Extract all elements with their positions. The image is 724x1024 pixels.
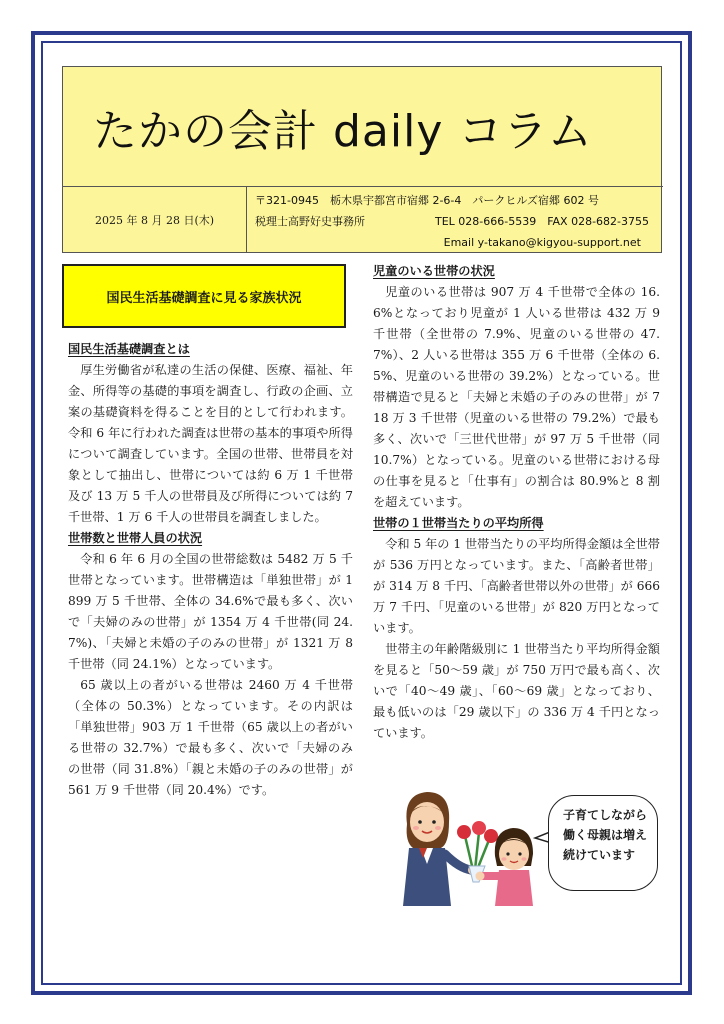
tel-fax: TEL 028-666-5539 FAX 028-682-3755	[435, 215, 650, 228]
section-paragraph: 令和 6 年 6 月の全国の世帯総数は 5482 万 5 千世帯となっています。世帯構造は「単独世帯」が 1899 万 5 千世帯、全体の 34.6%で最も多く、次いで「夫婦のみの世帯」が 1354 万 4 千世帯(同 24.7%)、「夫婦と未婚の子のみの世帯」が 1321 万 8 千世帯（同 24.1%）となっています。	[68, 552, 353, 671]
address: 〒321-0945 栃木県宇都宮市宿郷 2-6-4 パークヒルズ宿郷 602 号	[255, 194, 600, 207]
section-heading: 世帯の１世帯当たりの平均所得	[373, 516, 544, 530]
contact-info	[255, 190, 655, 253]
section-paragraph: 65 歳以上の者がいる世帯は 2460 万 4 千世帯（全体の 50.3%）となっています。その内訳は「単独世帯」903 万 1 千世帯（65 歳以上の者がいる世帯の 32.7%）で最も多く、次いで「夫婦のみの世帯（同 31.8%）「親と未婚の子のみの世帯」が 561 万 9 千世帯（同 20.4%）です。	[68, 678, 353, 797]
right-column	[373, 261, 660, 744]
office-name: 税理士高野好史事務所	[255, 215, 365, 228]
newsletter-title: たかの会計 daily コラム	[63, 67, 663, 187]
section-paragraph: 世帯主の年齢階級別に 1 世帯当たり平均所得金額を見ると「50～59 歳」が 750 万円で最も高く、次いで「40～49 歳」、「60～69 歳」となっており、最も低いのは「29 歳以下」の 336 万 4 千円となっています。	[373, 642, 660, 740]
mother-child-illustration	[385, 784, 565, 914]
header-box	[62, 66, 662, 253]
article-title: 国民生活基礎調査に見る家族状況	[62, 264, 346, 328]
office-contact-line	[255, 211, 655, 232]
section-heading: 世帯数と世帯人員の状況	[68, 531, 203, 545]
section-paragraph: 令和 5 年の 1 世帯当たりの平均所得金額は全世帯が 536 万円となっています。また、「高齢者世帯」が 314 万 8 千円、「高齢者世帯以外の世帯」が 666 万 7 千円、「児童のいる世帯」が 820 万円となっています。	[373, 537, 660, 635]
section-heading: 児童のいる世帯の状況	[373, 264, 495, 278]
section-heading: 国民生活基礎調査とは	[68, 342, 190, 356]
section-paragraph: 児童のいる世帯は 907 万 4 千世帯で全体の 16.6%となっており児童が 1 人いる世帯は 432 万 9 千世帯（全世帯の 7.9%、児童のいる世帯の 47.7%）、2 人いる世帯は 355 万 6 千世帯（全体の 6.5%、児童のいる世帯の 39.2%）となっている。世帯構造で見ると「夫婦と未婚の子のみの世帯」が 718 万 3 千世帯（児童のいる世帯の 79.2%）で最も多く、次いで「三世代世帯」が 97 万 5 千世帯（同 10.7%）となっている。児童のいる世帯における母の仕事を見ると「仕事有」の割合は 80.9%と 8 割を超えています。	[373, 285, 660, 509]
issue-date: 2025 年 8 月 28 日(木)	[63, 187, 247, 253]
mother-figure	[403, 792, 478, 906]
email: Email y-takano@kigyou-support.net	[443, 236, 641, 249]
speech-bubble: 子育てしながら働く母親は増え続けています	[548, 795, 658, 891]
section-paragraph: 厚生労働省が私達の生活の保健、医療、福祉、年金、所得等の基礎的事項を調査し、行政の企画、立案の基礎資料を得ることを目的として行われます。令和 6 年に行われた調査は世帯の基本的事項や所得について調査しています。全国の世帯、世帯員を対象として抽出し、世帯については約 6 万 1 千世帯及び 13 万 5 千人の世帯員及び所得については約 7 千世帯、1 万 6 千人の世帯員を調査しました。	[68, 363, 353, 524]
left-column	[68, 339, 353, 801]
